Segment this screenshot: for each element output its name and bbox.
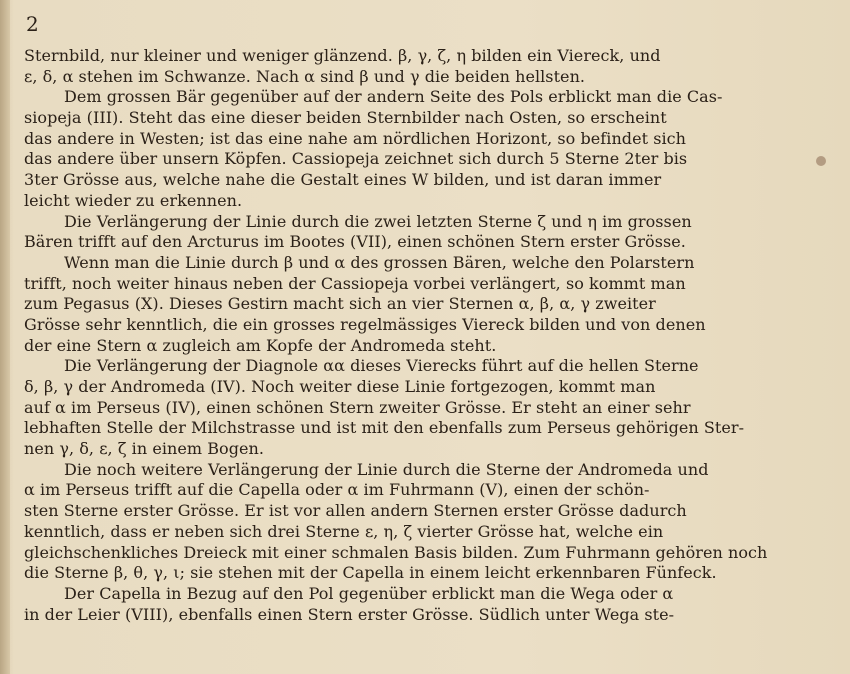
text-line: in der Leier (VIII), ebenfalls einen Stern erster Grösse. Südlich unter Wega ste- bbox=[24, 604, 675, 624]
text-line: Bären trifft auf den Arcturus im Bootes (VII), einen schönen Stern erster Grösse. bbox=[24, 232, 686, 252]
page-number: 2 bbox=[26, 12, 39, 36]
text-line: Der Capella in Bezug auf den Pol gegenüber erblickt man die Wega oder α bbox=[64, 583, 674, 603]
text-line: 3ter Grösse aus, welche nahe die Gestalt eines W bilden, und ist daran immer bbox=[24, 170, 662, 190]
text-line: Wenn man die Linie durch β und α des grossen Bären, welche den Polarstern bbox=[64, 252, 695, 272]
text-line: Grösse sehr kenntlich, die ein grosses regelmässiges Viereck bilden und von denen bbox=[24, 314, 706, 334]
text-line: Die Verlängerung der Linie durch die zwei letzten Sterne ζ und η im grossen bbox=[64, 211, 692, 231]
text-line: kenntlich, dass er neben sich drei Sterne ε, η, ζ vierter Grösse hat, welche ein bbox=[24, 521, 664, 541]
text-line: das andere über unsern Köpfen. Cassiopeja zeichnet sich durch 5 Sterne 2ter bis bbox=[24, 149, 688, 169]
body-text bbox=[24, 46, 796, 625]
text-line: siopeja (III). Steht das eine dieser beiden Sternbilder nach Osten, so erscheint bbox=[24, 108, 667, 128]
text-line: Die noch weitere Verlängerung der Linie durch die Sterne der Andromeda und bbox=[64, 459, 709, 479]
text-line: Die Verlängerung der Diagnole αα dieses Vierecks führt auf die hellen Sterne bbox=[64, 356, 699, 376]
text-line: zum Pegasus (X). Dieses Gestirn macht sich an vier Sternen α, β, α, γ zweiter bbox=[24, 294, 656, 314]
text-line: Dem grossen Bär gegenüber auf der andern Seite des Pols erblickt man die Cas- bbox=[64, 87, 723, 107]
text-line: lebhaften Stelle der Milchstrasse und ist mit den ebenfalls zum Perseus gehörigen Ster- bbox=[24, 418, 745, 438]
paper-spot bbox=[816, 156, 826, 166]
text-line: der eine Stern α zugleich am Kopfe der Andromeda steht. bbox=[24, 335, 497, 355]
text-line: gleichschenkliches Dreieck mit einer schmalen Basis bilden. Zum Fuhrmann gehören noch bbox=[24, 542, 768, 562]
page-binding-edge bbox=[0, 0, 10, 674]
text-line: sten Sterne erster Grösse. Er ist vor allen andern Sternen erster Grösse dadurch bbox=[24, 501, 687, 521]
text-line: Sternbild, nur kleiner und weniger glänzend. β, γ, ζ, η bilden ein Viereck, und bbox=[24, 46, 661, 65]
text-line: auf α im Perseus (IV), einen schönen Stern zweiter Grösse. Er steht an einer sehr bbox=[24, 397, 691, 417]
text-line: trifft, noch weiter hinaus neben der Cassiopeja vorbei verlängert, so kommt man bbox=[24, 273, 686, 293]
text-line: ε, δ, α stehen im Schwanze. Nach α sind β und γ die beiden hellsten. bbox=[24, 66, 586, 86]
text-line: nen γ, δ, ε, ζ in einem Bogen. bbox=[24, 439, 265, 459]
text-line: die Sterne β, θ, γ, ι; sie stehen mit der Capella in einem leicht erkennbaren Fünfeck. bbox=[24, 563, 717, 583]
text-line: das andere in Westen; ist das eine nahe am nördlichen Horizont, so befindet sich bbox=[24, 128, 687, 148]
text-line: α im Perseus trifft auf die Capella oder α im Fuhrmann (V), einen der schön- bbox=[24, 480, 650, 500]
text-line: δ, β, γ der Andromeda (IV). Noch weiter diese Linie fortgezogen, kommt man bbox=[24, 377, 656, 396]
text-line: leicht wieder zu erkennen. bbox=[24, 190, 243, 210]
